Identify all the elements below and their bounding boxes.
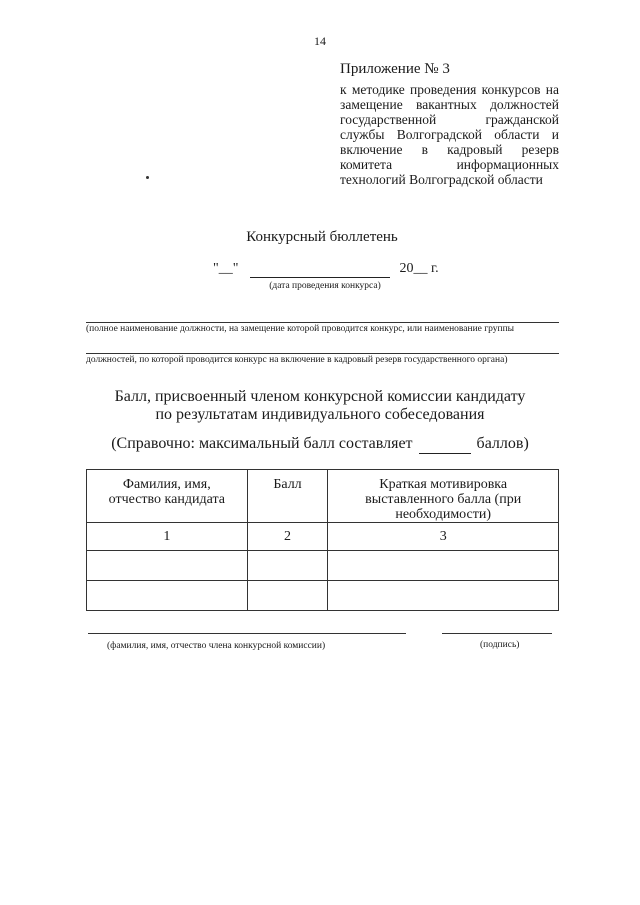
position-caption-1: (полное наименование должности, на замещение которой проводится конкурс, или наименование группы [86, 324, 515, 334]
reference-text-after: баллов) [476, 435, 529, 452]
column-number: 3 [328, 523, 559, 551]
member-name-line [88, 633, 406, 634]
header-candidate-name: Фамилия, имя, отчество кандидата [87, 470, 248, 523]
score-cell[interactable] [247, 551, 328, 581]
column-number-row [87, 523, 559, 551]
candidate-name-cell[interactable] [87, 581, 248, 611]
reference-text-before: (Справочно: максимальный балл составляет [111, 435, 413, 452]
signature-caption: (подпись) [480, 640, 520, 650]
score-table [86, 469, 559, 611]
motivation-cell[interactable] [328, 551, 559, 581]
column-number: 2 [247, 523, 328, 551]
date-caption: (дата проведения конкурса) [269, 281, 381, 291]
table-header-row [87, 470, 559, 523]
section-heading-line-1: Балл, присвоенный членом конкурсной комиссии кандидату [114, 388, 526, 405]
date-day-blank: "__" [213, 261, 239, 276]
signature-line [442, 633, 552, 634]
section-heading [0, 388, 640, 424]
page-number: 14 [314, 34, 326, 48]
motivation-cell[interactable] [328, 581, 559, 611]
max-score-blank [419, 435, 471, 454]
ballot-title: Конкурсный бюллетень [246, 229, 398, 245]
member-name-caption: (фамилия, имя, отчество члена конкурсной комиссии) [107, 641, 326, 651]
position-line-1 [86, 322, 559, 323]
appendix-text: к методике проведения конкурсов на замещение вакантных должностей государственной гражданской службы Волгоградской области и включение в кадровый резерв комитета информационных технологий Волгоградской области [340, 82, 559, 187]
max-score-reference [0, 435, 640, 454]
header-motivation: Краткая мотивировка выставленного балла (при необходимости) [328, 470, 559, 523]
candidate-name-cell[interactable] [87, 551, 248, 581]
date-year: 20__ г. [399, 261, 439, 276]
stray-dot-mark [146, 176, 149, 179]
table-row [87, 551, 559, 581]
section-heading-line-2: по результатам индивидуального собеседования [155, 406, 485, 423]
header-score: Балл [247, 470, 328, 523]
table-row [87, 581, 559, 611]
position-line-2 [86, 353, 559, 354]
position-caption-2: должностей, по которой проводится конкурс на включение в кадровый резерв государственного органа) [86, 355, 508, 365]
column-number: 1 [87, 523, 248, 551]
appendix-title: Приложение № 3 [340, 61, 450, 77]
date-field [213, 261, 439, 278]
date-month-blank [250, 261, 390, 278]
score-cell[interactable] [247, 581, 328, 611]
